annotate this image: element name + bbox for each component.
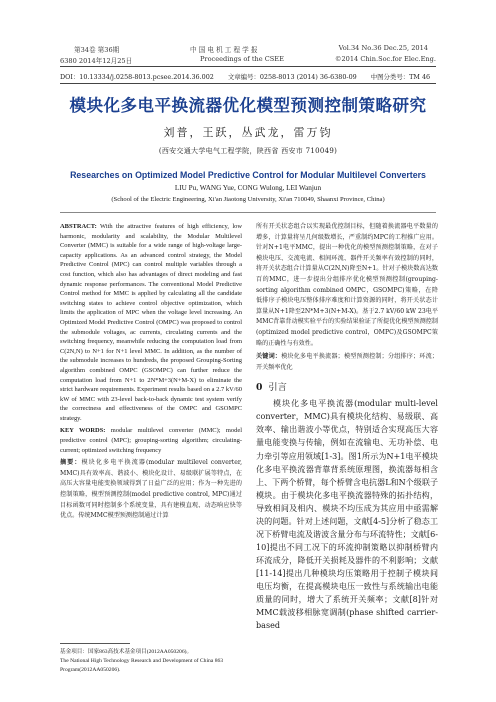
header-rule	[60, 66, 436, 67]
abstract-en-text: With the attractive features of high efficiency, low harmonic, modularity and scalability, the Modular Multilevel Converter (MMC) is suitable for a wide range of high-voltage large-capacity applications. As an advanced control strategy, the Model Predictive Control (MPC) can control multiple variables through a cost function, which also has advantages of direct modeling and fast dynamic response performances. The conventional Model Predictive Control method for MMC is applied by calculating all the candidate switching states to achieve control objective optimization, which limits the application of MPC when the voltage level increasing. An Optimized Model Predictive Control (OMPC) was proposed to control the submodule voltages, ac currents, circulating currents and the switching frequency, meanwhile reducing the computation load from C(2N,N) to N+1 for N+1 level MMC. In addition, as the number of the submodule increases to hundreds, the proposed Grouping-Sorting algorithm combined OMPC (GSOMPC) can further reduce the computation load from N+1 to 2N*M+3(N+M-X) to eliminate the strict hardware requirements. Experiment results based on a 2.7 kV/60 kW of MMC with 23-level back-to-back dynamic test system verify the correctness and effectiveness of the OMPC and GSOMPC strategy.	[60, 223, 243, 422]
abstract-zh-text1: 模块化多电平换流器(modular multilevel converter, MMC)具有效率高、谐波小、模块化设计、易级联扩展等特点，在高压大容量电能变换领域得到了日益广泛的应用；作为一种先进的控制策略，模型预测控制(model predictive control, MPC)通过目标函数可同时控制多个系统变量，具有建模直观、动态响应快等优点。传统MMC模型预测控制通过计算	[60, 459, 243, 520]
paper-title-zh: 模块化多电平换流器优化模型预测控制策略研究	[69, 96, 427, 115]
footnote	[60, 648, 246, 674]
affiliation-en: (School of the Electric Engineering, Xi'an Jiaotong University, Xi'an 710049, Shaanxi Province, China)	[111, 196, 385, 203]
article-number: 文章编号：0258-8013 (2014) 36-6380-09	[227, 73, 357, 81]
section-heading	[256, 379, 438, 393]
doi-line	[60, 72, 442, 81]
affiliation-zh: (西安交通大学电气工程学院，陕西省 西安市 710049)	[158, 147, 338, 155]
keywords-zh	[256, 352, 438, 373]
doi-rule	[60, 83, 436, 84]
keywords-zh-label: 关键词：	[256, 353, 282, 361]
fund-en: The National High Technology Research and Development of China 863 Program(2012AA050206).	[60, 657, 224, 673]
keywords-en-text: modular multilevel converter (MMC); model predictive control (MPC); grouping-sorting algorithm; circulating-current; optimized switching frequency	[60, 427, 242, 454]
footnote-rule	[60, 643, 130, 644]
abstract-en	[60, 222, 242, 423]
keywords-zh-text: 模块化多电平换流器；模型预测控制；分组排序；环流；开关频率优化	[256, 353, 439, 371]
class-number: 中图分类号：TM 46	[370, 73, 431, 81]
header-volume-zh: 第34卷 第36期	[74, 46, 120, 54]
header-journal-zh: 中 国 电 机 工 程 学 报	[190, 46, 258, 54]
header-date-zh: 6380 2014年12月25日	[60, 57, 133, 65]
abstract-en-label: ABSTRACT:	[60, 223, 97, 230]
abstract-zh-part1	[60, 458, 242, 522]
introduction-body: 模块化多电平换流器(modular multi-level converter，MMC)具有模块化结构、易级联、高效率、输出谐波小等优点，特别适合实现高压大容量电能变换与传输，例如在流输电、无功补偿、电力牵引等应用领域[1-3]。图1所示为N+1电平模块化多电平换流器背靠背系统原理图，换流器每相含上、下两个桥臂，每个桥臂含电抗器L和N个级联子模块。由于模块化多电平换流器特殊的拓扑结构，导致相间及相内、模块不均压成为其应用中亟需解决的问题。针对上述问题，文献[4-5]分析了稳态工况下桥臂电流及谐波含量分布与环流特性；文献[6-10]提出不同工况下的环流抑制策略以抑制桥臂内环流成分，降低开关损耗及器件的不利影响；文献[11-14]提出几种模块均压策略用于控制子模块间电压均衡，在提高模块电压一致性与系统输出电能质量的同时，增大了系统开关频率；文献[8]针对MMC载波移相脉宽调制(phase shifted carrier-based	[256, 399, 438, 631]
abstract-zh-label: 摘要：	[60, 459, 82, 467]
keywords-en-label: KEY WORDS:	[60, 427, 106, 435]
header-journal-en: Proceedings of the CSEE	[200, 55, 284, 63]
section-title: 引言	[268, 382, 287, 394]
fund-zh: 基金项目：国家863高技术基金项目(2012AA050206)。	[60, 649, 193, 655]
right-column	[256, 222, 438, 632]
abstract-zh-part2: 所有开关状态组合以实现最优控制目标，但随着换流器电平数量的增多，计算量将呈几何级数增长，严重制约MPC的工程推广应用。针对N+1电平MMC，提出一种优化的模型预测控制策略，在对子模块电压、交流电流、相间环流、器件开关频率有效控制的同时，将开关状态组合计算量从C(2N,N)降至N+1。针对子模块数高达数百的MMC，进一步提出分组排序优化模型预测控制(grouping-sorting algorithm combined OMPC，GSOMPC)策略，在降低排序子模块电压整体排序难度和计算资源的同时，将开关状态计算量从N+1降至2N*M+3(N+M-X)。基于2.7 kV/60 kW 23电平MMC背靠背动模实验平台的实验结果验证了所提优化模型预测控制(optimized model predictive control，OMPC)及GSOMPC策略的正确性与有效性。	[256, 223, 438, 347]
authors-en: LIU Pu, WANG Yue, CONG Wulong, LEI Wanjun	[174, 184, 322, 192]
authors-zh: 刘普，王跃，丛武龙，雷万钧	[163, 126, 333, 139]
left-column	[60, 222, 242, 525]
keywords-en	[60, 426, 242, 455]
paper-title-en: Researches on Optimized Model Predictive Control for Modular Multilevel Converters	[70, 170, 426, 180]
header-copyright: ©2014 Chin.Soc.for Elec.Eng.	[334, 55, 436, 63]
section-number: 0	[256, 382, 263, 394]
header-volume-en: Vol.34 No.36 Dec.25, 2014	[338, 44, 428, 52]
doi: DOI：10.13334/j.0258-8013.pcsee.2014.36.002	[60, 73, 214, 81]
title-separator	[60, 212, 436, 213]
introduction-text	[256, 397, 438, 632]
